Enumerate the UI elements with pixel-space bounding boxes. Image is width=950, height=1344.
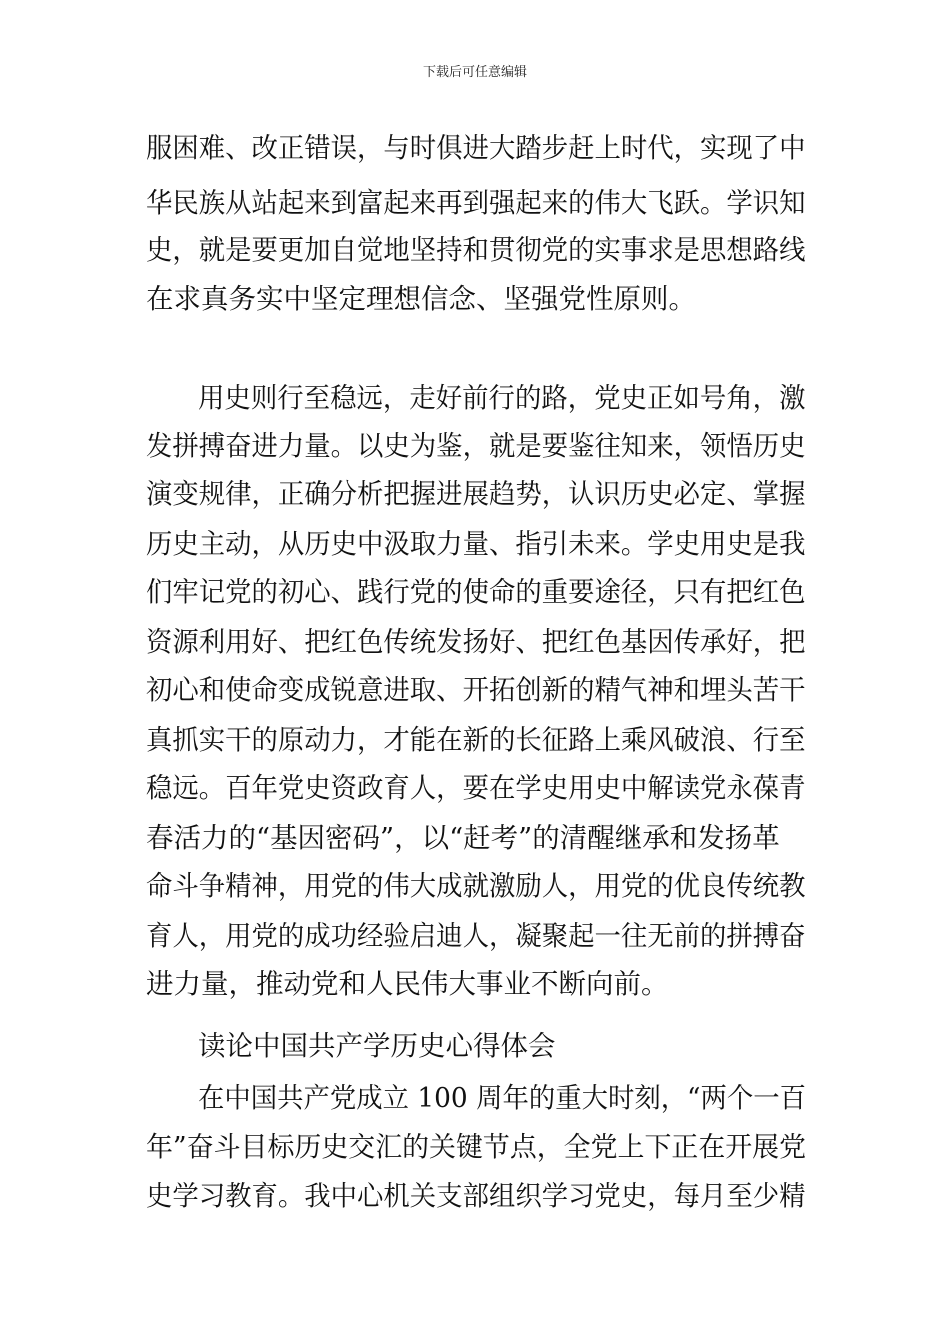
text-line: 演变规律，正确分析把握进展趋势，认识历史必定、掌握 [146,478,806,510]
text-line: 资源利用好、把红色传统发扬好、把红色基因传承好，把 [146,626,806,658]
text-line: 初心和使命变成锐意进取、开拓创新的精气神和埋头苦干 [146,674,806,706]
text-line: 命斗争精神，用党的伟大成就激励人，用党的优良传统教 [146,870,806,902]
text-line: 在中国共产党成立 100 周年的重大时刻，“两个一百 [198,1082,807,1114]
text-line: 真抓实干的原动力，才能在新的长征路上乘风破浪、行至 [146,724,806,756]
text-line: 春活力的“基因密码”，以“赶考”的清醒继承和发扬革 [146,822,780,854]
section-title: 读论中国共产学历史心得体会 [198,1030,556,1062]
text-line: 史，就是要更加自觉地坚持和贯彻党的实事求是思想路线 [146,234,806,266]
text-line: 进力量，推动党和人民伟大事业不断向前。 [146,968,669,1000]
text-line: 育人，用党的成功经验启迪人，凝聚起一往无前的拼搏奋 [146,920,806,952]
text-line: 用史则行至稳远，走好前行的路，党史正如号角，激 [198,382,806,414]
text-line: 们牢记党的初心、践行党的使命的重要途径，只有把红色 [146,576,806,608]
text-line: 发拼搏奋进力量。以史为鉴，就是要鉴往知来，领悟历史 [146,430,806,462]
text-line: 在求真务实中坚定理想信念、坚强党性原则。 [146,283,696,315]
text-line: 服困难、改正错误，与时俱进大踏步赶上时代，实现了中 [146,132,806,164]
text-line: 史学习教育。我中心机关支部组织学习党史，每月至少精 [146,1180,806,1212]
text-line: 稳远。百年党史资政育人，要在学史用史中解读党永葆青 [146,772,806,804]
text-line: 年”奋斗目标历史交汇的关键节点，全党上下正在开展党 [146,1131,807,1163]
header-note: 下载后可任意编辑 [422,65,527,80]
text-line: 华民族从站起来到富起来再到强起来的伟大飞跃。学识知 [146,187,806,219]
text-line: 历史主动，从历史中汲取力量、指引未来。学史用史是我 [146,528,806,560]
